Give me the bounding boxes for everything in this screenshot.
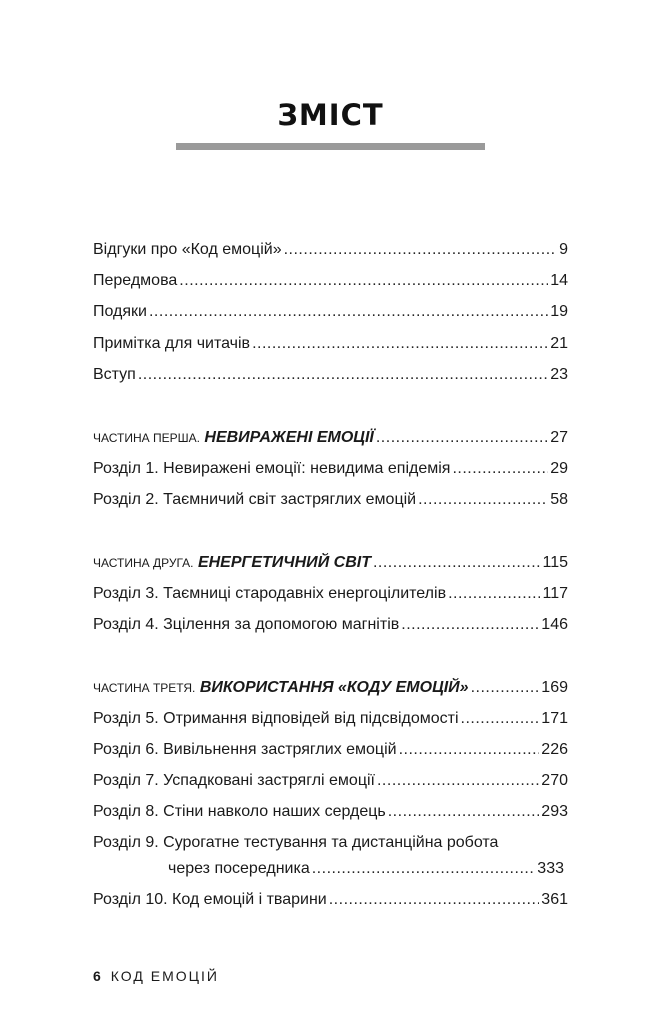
toc-entry-page: 293	[541, 803, 568, 820]
toc-entry-page: 333	[537, 860, 564, 877]
toc-part-heading[interactable]	[93, 678, 568, 698]
toc-entry-page: 9	[559, 241, 568, 258]
dot-leader	[401, 615, 539, 635]
toc-entry-page: 226	[541, 741, 568, 758]
footer-book-title: КОД ЕМОЦІЙ	[110, 968, 219, 984]
toc-entry-label: через посередника	[168, 860, 310, 877]
toc-entry[interactable]	[93, 271, 568, 291]
part-prefix: ЧАСТИНА ТРЕТЯ.	[93, 681, 196, 695]
toc-entry[interactable]	[93, 490, 568, 510]
toc-entry-label: Розділ 1. Невиражені емоції: невидима епідемія	[93, 460, 451, 477]
toc-entry-page: 27	[550, 429, 568, 446]
toc-entry-label: Розділ 2. Таємничий світ застряглих емоцій	[93, 491, 417, 508]
toc-entry[interactable]	[93, 302, 568, 322]
toc-entry-label: Розділ 8. Стіни навколо наших сердець	[93, 803, 386, 820]
toc-entry-label: Відгуки про «Код емоцій»	[93, 241, 282, 258]
toc-entry[interactable]	[93, 709, 568, 729]
toc-entry-page: 58	[550, 491, 568, 508]
dot-leader	[312, 859, 536, 879]
toc-entry[interactable]	[93, 459, 568, 479]
part-prefix: ЧАСТИНА ДРУГА.	[93, 556, 194, 570]
toc-entry-page: 117	[542, 585, 568, 602]
dot-leader	[252, 334, 548, 354]
toc-entry-label: Розділ 3. Таємниці стародавніх енергоцілителів	[93, 585, 447, 602]
toc-part-heading[interactable]	[93, 428, 568, 448]
toc-entry-label[interactable]: Розділ 9. Сурогатне тестування та дистанційна робота	[93, 834, 499, 851]
dot-leader	[138, 365, 548, 385]
footer-page-number: 6	[93, 968, 101, 984]
title-underline	[176, 143, 485, 150]
toc-entry-page: 23	[550, 366, 568, 383]
toc-entry-continuation[interactable]	[168, 859, 564, 879]
part-heading-label	[93, 428, 374, 448]
toc-entry-label: Розділ 10. Код емоцій і тварини	[93, 891, 327, 908]
toc-entry-page: 146	[541, 616, 568, 633]
toc-entry[interactable]	[93, 365, 568, 385]
toc-part-heading[interactable]	[93, 553, 568, 573]
toc-entry[interactable]	[93, 740, 568, 760]
part-name: НЕВИРАЖЕНІ ЕМОЦІЇ	[204, 429, 374, 446]
dot-leader	[376, 428, 548, 448]
part-name: ЕНЕРГЕТИЧНИЙ СВІТ	[197, 554, 371, 571]
toc-entry-page: 361	[541, 891, 568, 908]
toc-entry[interactable]	[93, 615, 568, 635]
page-title: ЗМІСТ	[277, 98, 384, 132]
toc-entry-label: Розділ 4. Зцілення за допомогою магнітів	[93, 616, 400, 633]
toc-entry-page: 21	[550, 335, 568, 352]
toc-entry-page: 171	[541, 710, 568, 727]
part-name: ВИКОРИСТАННЯ «КОДУ ЕМОЦІЙ»	[199, 679, 469, 696]
toc-entry-label: Примітка для читачів	[93, 335, 251, 352]
part-heading-label	[93, 678, 469, 698]
toc-entry-label: Подяки	[93, 303, 147, 320]
dot-leader	[377, 771, 539, 791]
toc-entry-label: Розділ 5. Отримання відповідей від підсвідомості	[93, 710, 459, 727]
toc-entry[interactable]	[93, 240, 568, 260]
toc-entry-label: Розділ 6. Вивільнення застряглих емоцій	[93, 741, 397, 758]
part-heading-label	[93, 553, 371, 573]
dot-leader	[388, 802, 540, 822]
dot-leader	[461, 709, 540, 729]
toc-entry-label: Вступ	[93, 366, 136, 383]
dot-leader	[179, 271, 548, 291]
toc-entry-page: 14	[550, 272, 568, 289]
part-prefix: ЧАСТИНА ПЕРША.	[93, 431, 200, 445]
toc-entry-label: Розділ 7. Успадковані застряглі емоції	[93, 772, 375, 789]
dot-leader	[448, 584, 540, 604]
dot-leader	[329, 890, 540, 910]
toc-entry[interactable]	[93, 334, 568, 354]
toc-entry[interactable]	[93, 802, 568, 822]
dot-leader	[471, 678, 540, 698]
toc-entry[interactable]	[93, 771, 568, 791]
toc-entry-page: 29	[550, 460, 568, 477]
dot-leader	[399, 740, 540, 760]
dot-leader	[452, 459, 548, 479]
page-footer	[93, 968, 219, 984]
toc-entry-label: Передмова	[93, 272, 178, 289]
dot-leader	[418, 490, 548, 510]
dot-leader	[284, 240, 558, 260]
dot-leader	[373, 553, 541, 573]
dot-leader	[149, 302, 548, 322]
toc-entry-page: 115	[542, 554, 568, 571]
toc-entry-page: 19	[550, 303, 568, 320]
toc-entry-page: 169	[541, 679, 568, 696]
toc-entry[interactable]	[93, 890, 568, 910]
toc-entry[interactable]	[93, 584, 568, 604]
toc-entry-page: 270	[541, 772, 568, 789]
